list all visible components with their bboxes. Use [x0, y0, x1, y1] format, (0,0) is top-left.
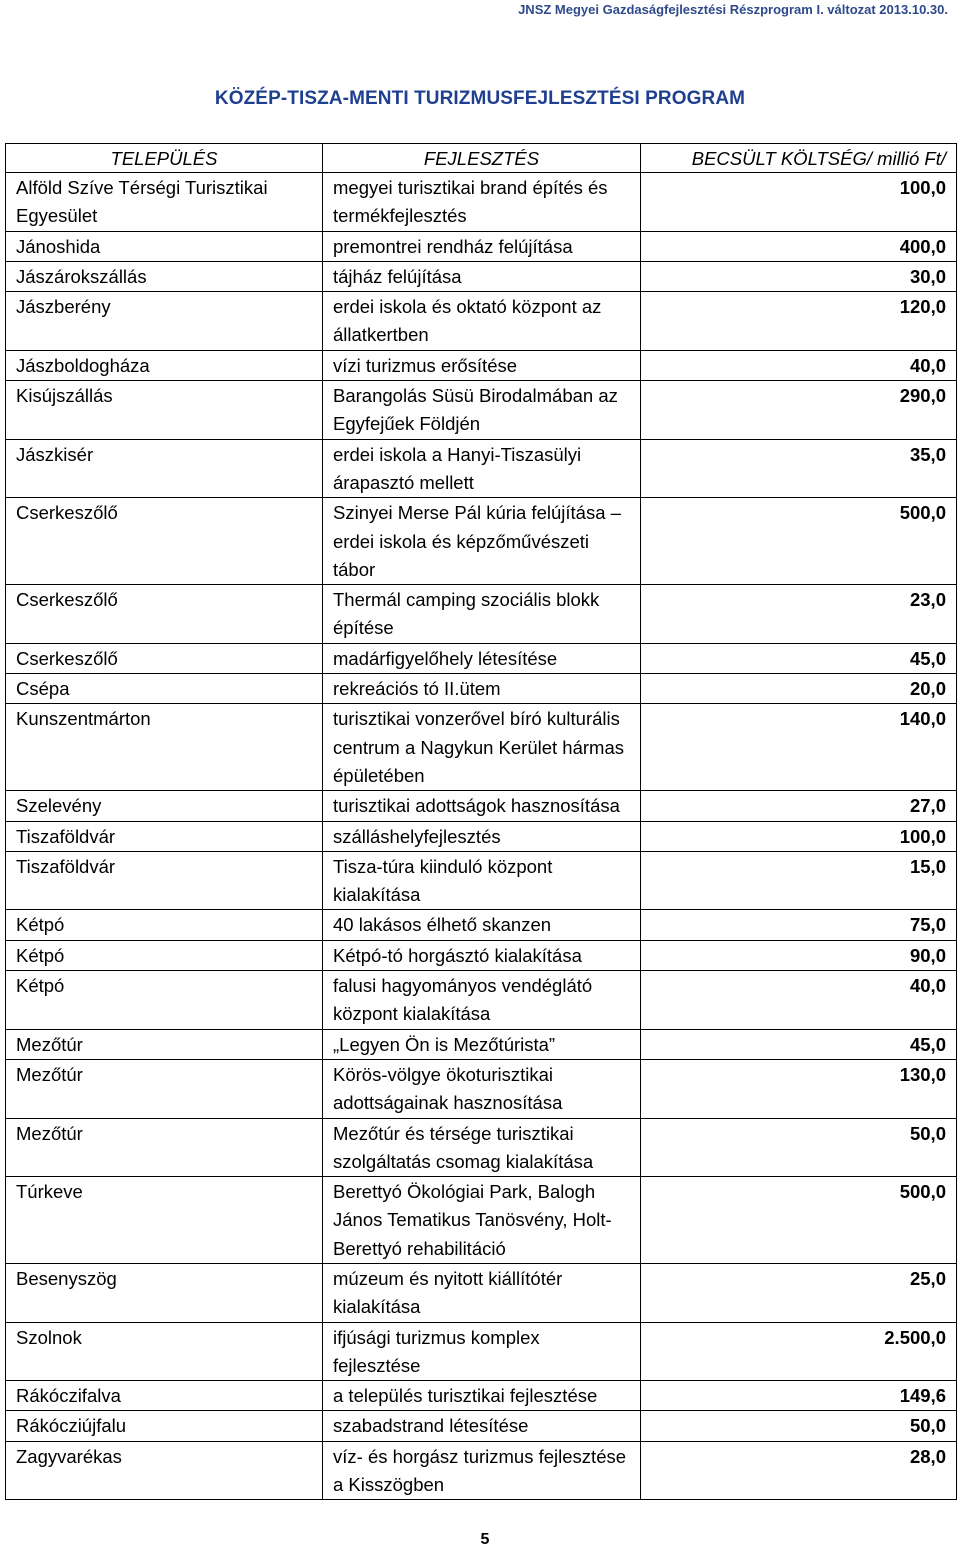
table-row	[6, 910, 957, 940]
table-row	[6, 1263, 957, 1322]
cell-cost: 30,0	[641, 261, 957, 291]
cell-cost: 40,0	[641, 350, 957, 380]
table-row	[6, 674, 957, 704]
cell-project: múzeum és nyitott kiállítótér kialakítása	[323, 1263, 641, 1322]
cell-project: turisztikai vonzerővel bíró kulturális centrum a Nagykun Kerület hármas épületében	[323, 704, 641, 791]
cell-cost: 35,0	[641, 439, 957, 498]
cell-project: Berettyó Ökológiai Park, Balogh János Tematikus Tanösvény, Holt-Berettyó rehabilitáció	[323, 1177, 641, 1264]
cell-settlement: Tiszaföldvár	[6, 851, 323, 910]
cell-cost: 400,0	[641, 231, 957, 261]
table-row	[6, 439, 957, 498]
cell-cost: 100,0	[641, 173, 957, 232]
cell-cost: 120,0	[641, 292, 957, 351]
column-header-cost: BECSÜLT KÖLTSÉG/ millió Ft/	[641, 144, 957, 173]
cell-cost: 90,0	[641, 940, 957, 970]
cell-project: víz- és horgász turizmus fejlesztése a Kisszögben	[323, 1441, 641, 1500]
cell-project: Thermál camping szociális blokk építése	[323, 585, 641, 644]
table-row	[6, 791, 957, 821]
cell-cost: 45,0	[641, 643, 957, 673]
cell-project: szabadstrand létesítése	[323, 1411, 641, 1441]
table-row	[6, 971, 957, 1030]
cell-settlement: Szelevény	[6, 791, 323, 821]
cell-project: falusi hagyományos vendéglátó központ kialakítása	[323, 971, 641, 1030]
column-header-settlement: TELEPÜLÉS	[6, 144, 323, 173]
cell-settlement: Kunszentmárton	[6, 704, 323, 791]
page-title: KÖZÉP-TISZA-MENTI TURIZMUSFEJLESZTÉSI PROGRAM	[214, 88, 746, 109]
cell-project: rekreációs tó II.ütem	[323, 674, 641, 704]
table-row	[6, 1441, 957, 1500]
cell-cost: 149,6	[641, 1381, 957, 1411]
cell-settlement: Kétpó	[6, 940, 323, 970]
cell-cost: 500,0	[641, 1177, 957, 1264]
cell-project: madárfigyelőhely létesítése	[323, 643, 641, 673]
table-row	[6, 350, 957, 380]
cell-settlement: Jászkisér	[6, 439, 323, 498]
cell-project: ifjúsági turizmus komplex fejlesztése	[323, 1322, 641, 1381]
table-row	[6, 261, 957, 291]
cell-settlement: Cserkeszőlő	[6, 643, 323, 673]
table-body	[6, 173, 957, 1500]
cell-cost: 45,0	[641, 1029, 957, 1059]
cell-cost: 15,0	[641, 851, 957, 910]
cell-project: megyei turisztikai brand építés és termékfejlesztés	[323, 173, 641, 232]
cell-project: vízi turizmus erősítése	[323, 350, 641, 380]
cell-project: erdei iskola a Hanyi-Tiszasülyi árapasztó mellett	[323, 439, 641, 498]
cell-cost: 100,0	[641, 821, 957, 851]
cell-settlement: Cserkeszőlő	[6, 498, 323, 585]
cell-settlement: Zagyvarékas	[6, 1441, 323, 1500]
cell-project: Kétpó-tó horgásztó kialakítása	[323, 940, 641, 970]
cell-project: tájház felújítása	[323, 261, 641, 291]
cell-cost: 290,0	[641, 381, 957, 440]
cell-cost: 140,0	[641, 704, 957, 791]
table-header-row	[6, 144, 957, 173]
document-header: JNSZ Megyei Gazdaságfejlesztési Részprogram I. változat 2013.10.30.	[518, 2, 948, 17]
table-row	[6, 498, 957, 585]
cell-project: Körös-völgye ökoturisztikai adottságainak hasznosítása	[323, 1059, 641, 1118]
program-table	[5, 143, 957, 1500]
cell-cost: 28,0	[641, 1441, 957, 1500]
page-number: 5	[480, 1531, 490, 1548]
cell-settlement: Besenyszög	[6, 1263, 323, 1322]
cell-cost: 130,0	[641, 1059, 957, 1118]
cell-project: premontrei rendház felújítása	[323, 231, 641, 261]
table-row	[6, 643, 957, 673]
cell-cost: 50,0	[641, 1118, 957, 1177]
cell-project: Szinyei Merse Pál kúria felújítása –erdei iskola és képzőművészeti tábor	[323, 498, 641, 585]
table-row	[6, 1118, 957, 1177]
cell-settlement: Túrkeve	[6, 1177, 323, 1264]
cell-project: a település turisztikai fejlesztése	[323, 1381, 641, 1411]
table-row	[6, 821, 957, 851]
cell-project: szálláshelyfejlesztés	[323, 821, 641, 851]
cell-project: „Legyen Ön is Mezőtúrista”	[323, 1029, 641, 1059]
cell-settlement: Jánoshida	[6, 231, 323, 261]
table-row	[6, 231, 957, 261]
cell-project: erdei iskola és oktató központ az állatkertben	[323, 292, 641, 351]
cell-cost: 50,0	[641, 1411, 957, 1441]
cell-cost: 23,0	[641, 585, 957, 644]
cell-cost: 2.500,0	[641, 1322, 957, 1381]
cell-settlement: Csépa	[6, 674, 323, 704]
cell-settlement: Tiszaföldvár	[6, 821, 323, 851]
cell-cost: 25,0	[641, 1263, 957, 1322]
cell-settlement: Kétpó	[6, 971, 323, 1030]
cell-settlement: Jászberény	[6, 292, 323, 351]
cell-settlement: Szolnok	[6, 1322, 323, 1381]
table-row	[6, 1177, 957, 1264]
cell-settlement: Mezőtúr	[6, 1059, 323, 1118]
cell-settlement: Jászárokszállás	[6, 261, 323, 291]
table-row	[6, 1381, 957, 1411]
cell-settlement: Kétpó	[6, 910, 323, 940]
cell-settlement: Mezőtúr	[6, 1118, 323, 1177]
cell-settlement: Rákócziújfalu	[6, 1411, 323, 1441]
cell-settlement: Alföld Szíve Térségi Turisztikai Egyesület	[6, 173, 323, 232]
cell-cost: 27,0	[641, 791, 957, 821]
cell-project: Mezőtúr és térsége turisztikai szolgáltatás csomag kialakítása	[323, 1118, 641, 1177]
cell-cost: 75,0	[641, 910, 957, 940]
table-row	[6, 585, 957, 644]
column-header-project: FEJLESZTÉS	[323, 144, 641, 173]
table-row	[6, 704, 957, 791]
cell-cost: 500,0	[641, 498, 957, 585]
table-row	[6, 851, 957, 910]
cell-cost: 40,0	[641, 971, 957, 1030]
table-row	[6, 1322, 957, 1381]
cell-settlement: Cserkeszőlő	[6, 585, 323, 644]
table-row	[6, 940, 957, 970]
cell-settlement: Rákóczifalva	[6, 1381, 323, 1411]
table-row	[6, 1029, 957, 1059]
table-row	[6, 1411, 957, 1441]
table-row	[6, 292, 957, 351]
cell-cost: 20,0	[641, 674, 957, 704]
cell-settlement: Jászboldogháza	[6, 350, 323, 380]
cell-settlement: Mezőtúr	[6, 1029, 323, 1059]
cell-project: Barangolás Süsü Birodalmában az Egyfejűek Földjén	[323, 381, 641, 440]
cell-project: 40 lakásos élhető skanzen	[323, 910, 641, 940]
cell-project: turisztikai adottságok hasznosítása	[323, 791, 641, 821]
cell-settlement: Kisújszállás	[6, 381, 323, 440]
table-row	[6, 1059, 957, 1118]
table-row	[6, 173, 957, 232]
table-row	[6, 381, 957, 440]
cell-project: Tisza-túra kiinduló központ kialakítása	[323, 851, 641, 910]
